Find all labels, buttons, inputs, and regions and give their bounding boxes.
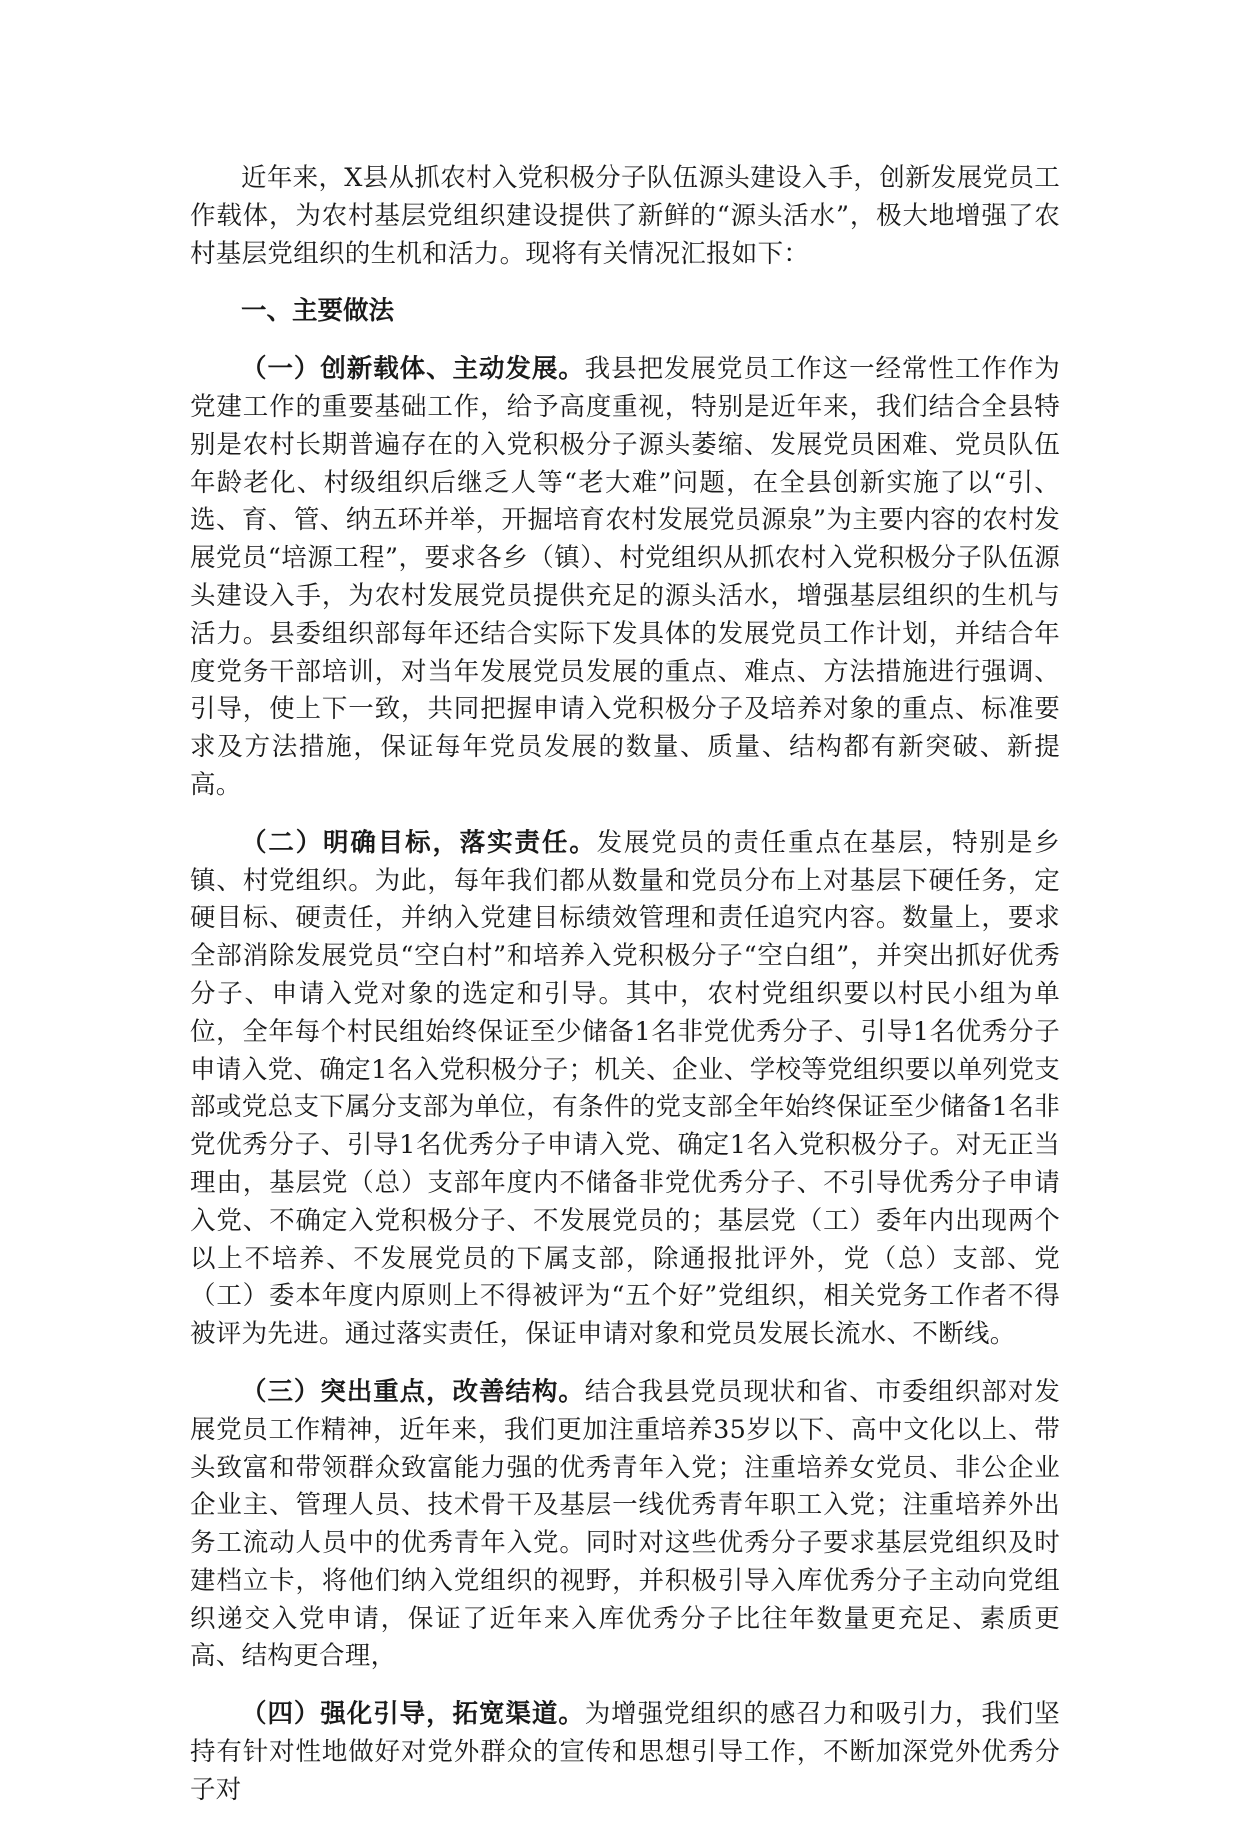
item-lead-2: （二）明确目标，落实责任。 bbox=[241, 827, 597, 858]
item-body-4: 为增强党组织的感召力和吸引力，我们坚持有针对性地做好对党外群众的宣传和思想引导工作，不断加深党外优秀分子对 bbox=[190, 1699, 1060, 1805]
item-body-2: 发展党员的责任重点在基层，特别是乡镇、村党组织。为此，每年我们都从数量和党员分布上对基层下硬任务，定硬目标、硬责任，并纳入党建目标绩效管理和责任追究内容。数量上，要求全部消除发展党员“空白村”和培养入党积极分子“空白组”，并突出抓好优秀分子、申请入党对象的选定和引导。其中，农村党组织要以村民小组为单位，全年每个村民组始终保证至少储备1名非党优秀分子、引导1名优秀分子申请入党、确定1名入党积极分子；机关、企业、学校等党组织要以单列党支部或党总支下属分支部为单位，有条件的党支部全年始终保证至少储备1名非党优秀分子、引导1名优秀分子申请入党、确定1名入党积极分子。对无正当理由，基层党（总）支部年度内不储备非党优秀分子、不引导优秀分子申请入党、不确定入党积极分子、不发展党员的；基层党（工）委年内出现两个以上不培养、不发展党员的下属支部，除通报批评外，党（总）支部、党（工）委本年度内原则上不得被评为“五个好”党组织，相关党务工作者不得被评为先进。通过落实责任，保证申请对象和党员发展长流水、不断线。 bbox=[190, 827, 1060, 1350]
item-body-3: 结合我县党员现状和省、市委组织部对发展党员工作精神，近年来，我们更加注重培养35岁以下、高中文化以上、带头致富和带领群众致富能力强的优秀青年入党；注重培养女党员、非公企业企业主、管理人员、技术骨干及基层一线优秀青年职工入党；注重培养外出务工流动人员中的优秀青年入党。同时对这些优秀分子要求基层党组织及时建档立卡，将他们纳入党组织的视野，并积极引导入库优秀分子主动向党组织递交入党申请，保证了近年来入库优秀分子比往年数量更充足、素质更高、结构更合理， bbox=[190, 1376, 1060, 1672]
item-paragraph-3 bbox=[190, 1374, 1060, 1676]
item-lead-4: （四）强化引导，拓宽渠道。 bbox=[241, 1699, 585, 1730]
item-paragraph-1 bbox=[190, 351, 1060, 805]
item-body-1: 我县把发展党员工作这一经常性工作作为党建工作的重要基础工作，给予高度重视，特别是近年来，我们结合全县特别是农村长期普遍存在的入党积极分子源头萎缩、发展党员困难、党员队伍年龄老化、村级组织后继乏人等“老大难”问题，在全县创新实施了以“引、选、育、管、纳五环并举，开掘培育农村发展党员源泉”为主要内容的农村发展党员“培源工程”，要求各乡（镇）、村党组织从抓农村入党积极分子队伍源头建设入手，为农村发展党员提供充足的源头活水，增强基层组织的生机与活力。县委组织部每年还结合实际下发具体的发展党员工作计划，并结合年度党务干部培训，对当年发展党员发展的重点、难点、方法措施进行强调、引导，使上下一致，共同把握申请入党积极分子及培养对象的重点、标准要求及方法措施，保证每年党员发展的数量、质量、结构都有新突破、新提高。 bbox=[190, 354, 1060, 800]
item-lead-1: （一）创新载体、主动发展。 bbox=[241, 354, 585, 385]
section-heading-main-practices: 一、主要做法 bbox=[241, 296, 395, 327]
item-paragraph-2 bbox=[190, 825, 1060, 1354]
document-page bbox=[190, 160, 1060, 1830]
item-paragraph-4 bbox=[190, 1696, 1060, 1809]
item-lead-3: （三）突出重点，改善结构。 bbox=[241, 1376, 585, 1407]
intro-paragraph: 近年来，X县从抓农村入党积极分子队伍源头建设入手，创新发展党员工作载体，为农村基层党组织建设提供了新鲜的“源头活水”，极大地增强了农村基层党组织的生机和活力。现将有关情况汇报如下： bbox=[190, 163, 1060, 269]
